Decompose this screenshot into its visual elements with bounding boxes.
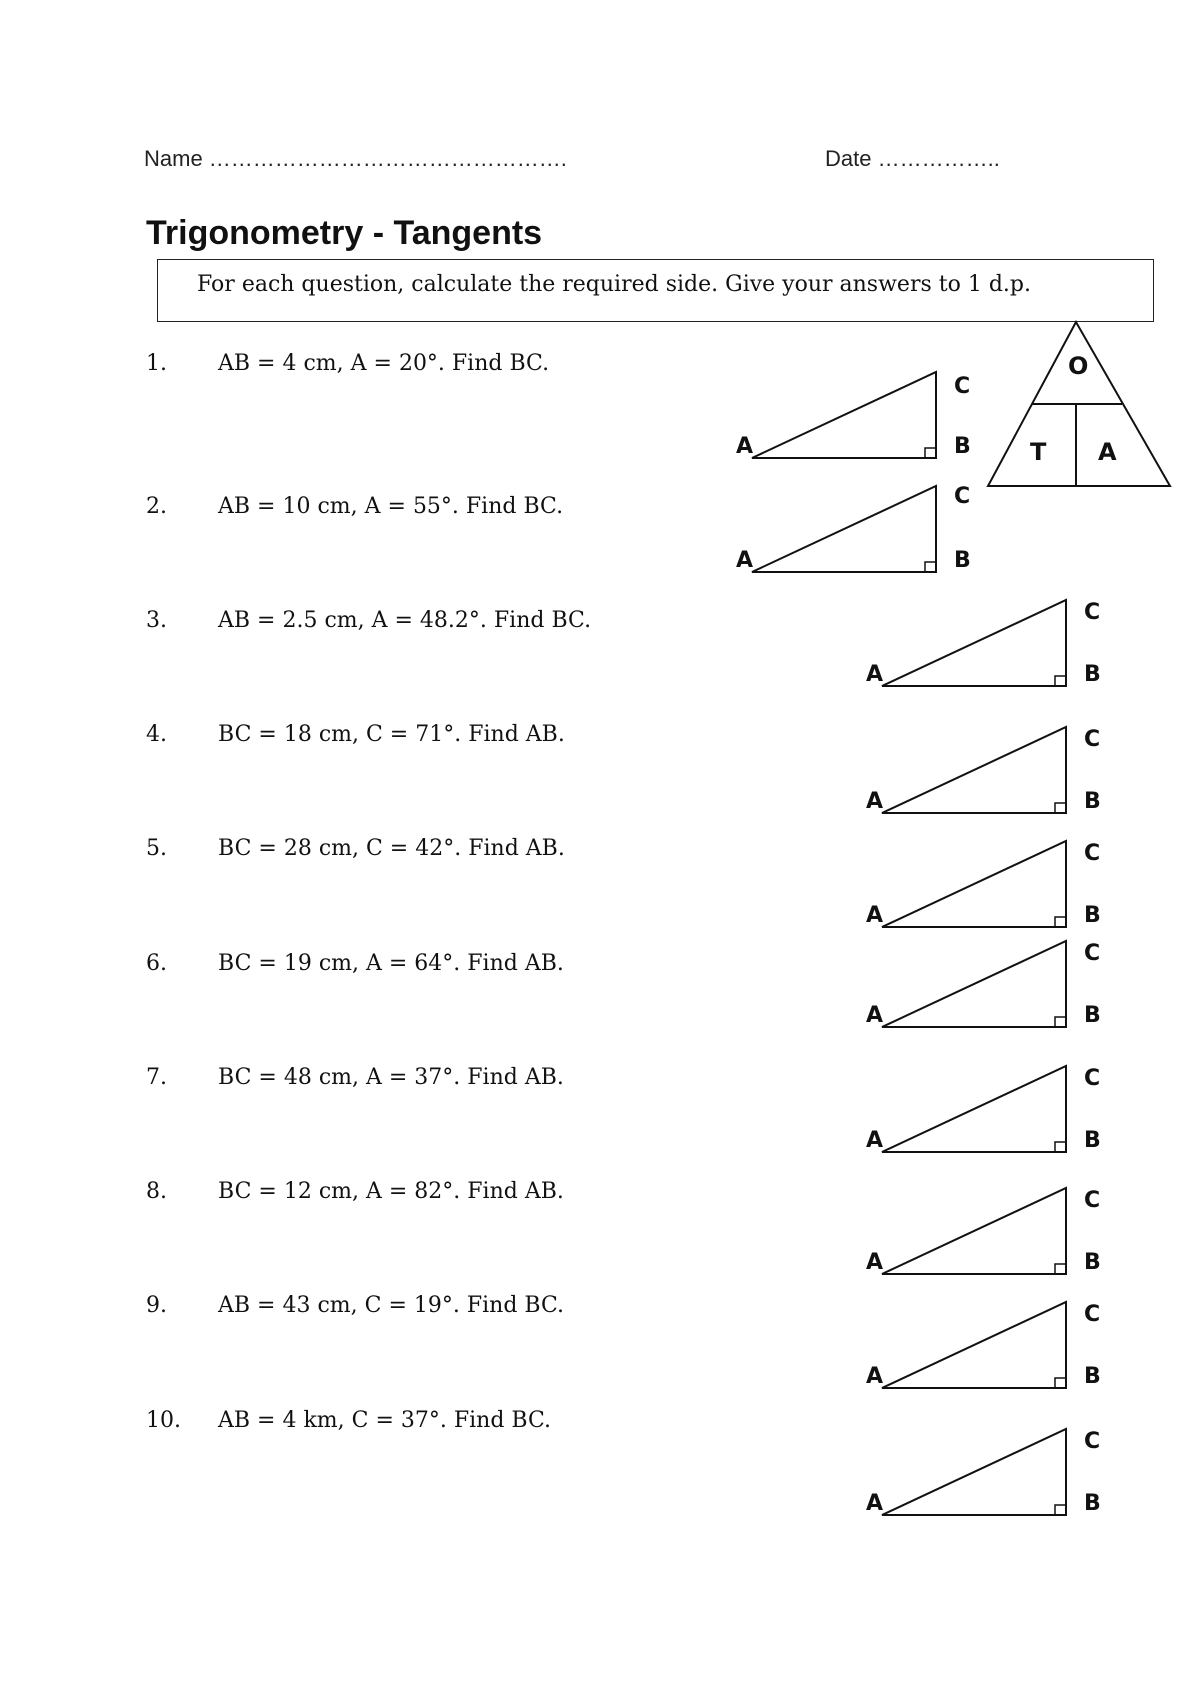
question-8-text: BC = 12 cm, A = 82°. Find AB. bbox=[218, 1179, 564, 1204]
question-5-text: BC = 28 cm, C = 42°. Find AB. bbox=[218, 836, 565, 861]
triangle-drawing bbox=[736, 370, 946, 470]
vertex-label-a: A bbox=[866, 789, 884, 814]
triangle-drawing bbox=[866, 939, 1076, 1039]
vertex-label-b: B bbox=[1084, 1128, 1101, 1153]
question-6-text: BC = 19 cm, A = 64°. Find AB. bbox=[218, 951, 564, 976]
ota-triangle bbox=[980, 318, 1180, 488]
triangle-diagram-5 bbox=[866, 839, 1106, 939]
vertex-label-b: B bbox=[1084, 1250, 1101, 1275]
question-4-number: 4. bbox=[146, 722, 167, 747]
vertex-label-a: A bbox=[736, 548, 754, 573]
vertex-label-b: B bbox=[1084, 662, 1101, 687]
instructions-box bbox=[157, 259, 1154, 322]
vertex-label-b: B bbox=[1084, 1003, 1101, 1028]
page-title: Trigonometry - Tangents bbox=[146, 214, 543, 252]
vertex-label-c: C bbox=[1084, 941, 1101, 966]
vertex-label-b: B bbox=[954, 548, 971, 573]
question-10-number: 10. bbox=[146, 1408, 181, 1433]
question-4-text: BC = 18 cm, C = 71°. Find AB. bbox=[218, 722, 565, 747]
vertex-label-c: C bbox=[1084, 1188, 1101, 1213]
triangle-diagram-7 bbox=[866, 1064, 1106, 1164]
date-field-label: Date …………….. bbox=[825, 146, 1000, 171]
vertex-label-a: A bbox=[866, 662, 884, 687]
triangle-diagram-4 bbox=[866, 725, 1106, 825]
question-2-number: 2. bbox=[146, 494, 167, 519]
ota-label-t: T bbox=[1030, 438, 1047, 466]
vertex-label-b: B bbox=[954, 434, 971, 459]
vertex-label-b: B bbox=[1084, 903, 1101, 928]
triangle-drawing bbox=[866, 725, 1076, 825]
vertex-label-c: C bbox=[1084, 600, 1101, 625]
triangle-drawing bbox=[866, 1186, 1076, 1286]
triangle-drawing bbox=[736, 484, 946, 584]
ota-triangle-drawing bbox=[980, 318, 1180, 488]
vertex-label-c: C bbox=[1084, 1066, 1101, 1091]
question-2-text: AB = 10 cm, A = 55°. Find BC. bbox=[218, 494, 564, 519]
triangle-diagram-2 bbox=[736, 484, 976, 584]
vertex-label-a: A bbox=[866, 1250, 884, 1275]
question-7-text: BC = 48 cm, A = 37°. Find AB. bbox=[218, 1065, 564, 1090]
vertex-label-b: B bbox=[1084, 789, 1101, 814]
question-1-number: 1. bbox=[146, 351, 167, 376]
vertex-label-c: C bbox=[1084, 1302, 1101, 1327]
triangle-diagram-3 bbox=[866, 598, 1106, 698]
question-8-number: 8. bbox=[146, 1179, 167, 1204]
vertex-label-c: C bbox=[954, 374, 971, 399]
question-9-number: 9. bbox=[146, 1293, 167, 1318]
vertex-label-c: C bbox=[1084, 841, 1101, 866]
vertex-label-b: B bbox=[1084, 1491, 1101, 1516]
triangle-diagram-9 bbox=[866, 1300, 1106, 1400]
question-10-text: AB = 4 km, C = 37°. Find BC. bbox=[218, 1408, 552, 1433]
vertex-label-b: B bbox=[1084, 1364, 1101, 1389]
triangle-diagram-6 bbox=[866, 939, 1106, 1039]
triangle-drawing bbox=[866, 839, 1076, 939]
question-5-number: 5. bbox=[146, 836, 167, 861]
triangle-diagram-1 bbox=[736, 370, 976, 470]
vertex-label-c: C bbox=[954, 484, 971, 509]
vertex-label-a: A bbox=[736, 434, 754, 459]
ota-label-a: A bbox=[1098, 438, 1117, 466]
vertex-label-a: A bbox=[866, 1491, 884, 1516]
vertex-label-c: C bbox=[1084, 1429, 1101, 1454]
name-field-label: Name …………………………………………. bbox=[144, 146, 567, 171]
triangle-drawing bbox=[866, 598, 1076, 698]
triangle-drawing bbox=[866, 1427, 1076, 1527]
question-1-text: AB = 4 cm, A = 20°. Find BC. bbox=[218, 351, 550, 376]
instructions-text: For each question, calculate the required side. Give your answers to 1 d.p. bbox=[197, 272, 1031, 297]
triangle-drawing bbox=[866, 1300, 1076, 1400]
triangle-drawing bbox=[866, 1064, 1076, 1164]
ota-label-o: O bbox=[1068, 352, 1089, 380]
vertex-label-a: A bbox=[866, 903, 884, 928]
vertex-label-a: A bbox=[866, 1128, 884, 1153]
question-3-number: 3. bbox=[146, 608, 167, 633]
question-3-text: AB = 2.5 cm, A = 48.2°. Find BC. bbox=[218, 608, 592, 633]
question-9-text: AB = 43 cm, C = 19°. Find BC. bbox=[218, 1293, 565, 1318]
vertex-label-a: A bbox=[866, 1364, 884, 1389]
vertex-label-a: A bbox=[866, 1003, 884, 1028]
triangle-diagram-10 bbox=[866, 1427, 1106, 1527]
question-7-number: 7. bbox=[146, 1065, 167, 1090]
question-6-number: 6. bbox=[146, 951, 167, 976]
triangle-diagram-8 bbox=[866, 1186, 1106, 1286]
vertex-label-c: C bbox=[1084, 727, 1101, 752]
